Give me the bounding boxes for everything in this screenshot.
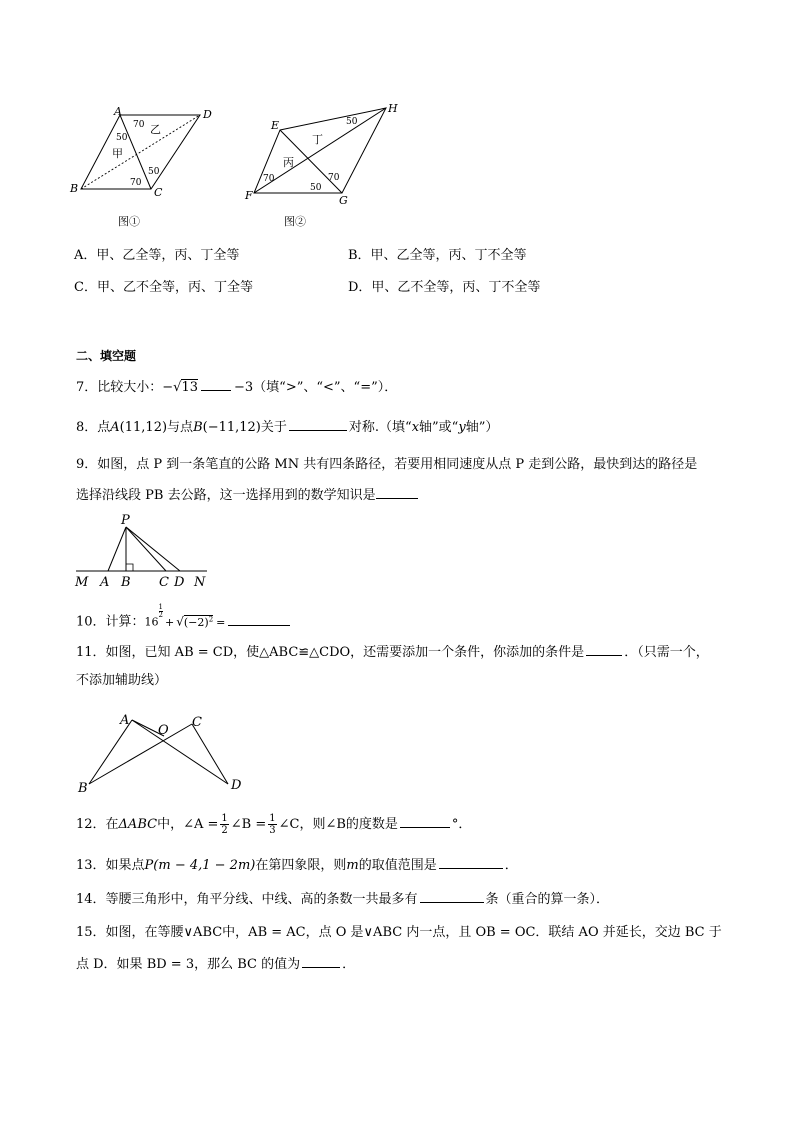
figure-q9 xyxy=(70,512,220,592)
label-D: D xyxy=(174,575,185,590)
q10-plus: + xyxy=(165,615,175,629)
q12-frac1 xyxy=(220,813,228,836)
path-pd xyxy=(126,527,180,571)
question-13 xyxy=(76,856,518,875)
q12-mid3: ∠C，则∠B的度数是 xyxy=(278,817,398,832)
answer-blank-q15[interactable] xyxy=(302,955,340,968)
q7-prefix: 7．比较大小：− xyxy=(76,380,174,395)
q13-mid2: 的取值范围是 xyxy=(358,858,437,873)
q12-frac1-den: 2 xyxy=(221,825,228,836)
answer-blank-q14[interactable] xyxy=(420,890,484,903)
label-H: H xyxy=(388,102,398,115)
q8-point-a: A xyxy=(110,420,120,435)
label-D: D xyxy=(231,778,242,793)
question-9-line1: 9．如图，点 P 到一条笔直的公路 MN 共有四条路径，若要用相同速度从点 P 走到公路，最快到达的路径是 xyxy=(76,457,698,472)
q11-text: 11．如图，已知 AB = CD，使△ABC≌△CDO，还需要添加一个条件，你添加的条件是 xyxy=(76,645,585,660)
label-N: N xyxy=(194,575,206,590)
q8-prefix: 8．点 xyxy=(76,420,111,435)
q7-radicand: 13 xyxy=(181,380,199,395)
q10-base: 16 xyxy=(144,615,159,629)
section-title: 二、填空题 xyxy=(76,349,137,363)
figure-q11 xyxy=(72,706,257,804)
label-G: G xyxy=(339,194,348,207)
q10-prefix: 10．计算： xyxy=(76,614,145,630)
label-C: C xyxy=(192,715,202,730)
q7-rest: −3（填“>”、“<”、“=”）． xyxy=(234,380,398,395)
label-O: O xyxy=(158,723,169,738)
segment-ab xyxy=(89,720,132,784)
segment-ad xyxy=(132,720,228,784)
option-a: A．甲、乙全等，丙、丁全等 xyxy=(74,248,240,263)
q8-x: x xyxy=(411,420,420,435)
answer-blank-q7[interactable] xyxy=(201,378,231,391)
segment-bc xyxy=(89,724,192,784)
answer-blank-q11[interactable] xyxy=(586,643,622,656)
label-C: C xyxy=(154,186,163,199)
angle-label: 50 xyxy=(346,117,358,127)
q12-prefix: 12．在 xyxy=(76,817,119,832)
label-F: F xyxy=(245,189,253,202)
q10-radicand xyxy=(184,615,213,629)
figure-1 xyxy=(66,100,226,235)
q10-radicand-text: (−2) xyxy=(183,615,209,629)
q12-tri: ΔABC xyxy=(118,817,158,832)
q10-exp-den: 2 xyxy=(158,611,164,619)
q13-mid: 在第四象限，则 xyxy=(255,858,347,873)
answer-blank-q12[interactable] xyxy=(400,815,450,828)
q9-line2-text: 选择沿线段 PB 去公路，这一选择用到的数学知识是 xyxy=(76,488,376,503)
q8-about: 关于 xyxy=(260,420,287,435)
answer-blank-q9[interactable] xyxy=(376,486,418,499)
label-E: E xyxy=(271,119,280,132)
region-label: 乙 xyxy=(150,123,161,136)
q12-mid2: ∠B = xyxy=(230,817,267,832)
q8-point-a-coords: (11,12) xyxy=(119,420,168,435)
q11-line1-end: ．（只需一个， xyxy=(624,645,709,660)
figure-2 xyxy=(240,100,410,235)
angle-label: 70 xyxy=(130,178,142,188)
q14-suffix: 条（重合的算一条）． xyxy=(485,892,610,907)
sqrt-sign: √ xyxy=(173,380,182,395)
q8-yaxis: 轴”） xyxy=(465,420,499,435)
answer-blank-q10[interactable] xyxy=(228,613,290,626)
q13-suffix: ． xyxy=(504,858,518,873)
q10-exponent xyxy=(159,604,163,619)
q15-line2-prefix: 点 D．如果 BD = 3，那么 BC 的值为 xyxy=(76,957,301,972)
q8-xaxis: 轴”或“ xyxy=(419,420,459,435)
label-B: B xyxy=(70,182,79,195)
q8-point-b: B xyxy=(193,420,203,435)
q8-with: 与点 xyxy=(167,420,194,435)
question-9-line2 xyxy=(76,486,418,505)
answer-blank-q13[interactable] xyxy=(439,856,503,869)
question-11-line1 xyxy=(76,643,709,662)
q13-prefix: 13．如果点 xyxy=(76,858,145,873)
sqrt-sign: √ xyxy=(176,614,184,629)
label-A: A xyxy=(100,575,110,590)
q12-mid: 中，∠A = xyxy=(157,817,219,832)
path-pa xyxy=(108,527,126,571)
q8-point-b-coords: (−11,12) xyxy=(202,420,261,435)
right-angle-mark xyxy=(126,564,133,571)
question-11-line2: 不添加辅助线） xyxy=(76,673,168,688)
region-label: 甲 xyxy=(112,147,123,160)
label-C: C xyxy=(159,575,169,590)
question-8 xyxy=(76,418,498,437)
q12-frac2-den: 3 xyxy=(269,825,276,836)
angle-label: 50 xyxy=(148,167,160,177)
path-pc xyxy=(126,527,166,571)
region-label: 丁 xyxy=(312,133,323,146)
q12-suffix: °． xyxy=(451,817,472,832)
question-14 xyxy=(76,890,609,909)
q14-prefix: 14．等腰三角形中，角平分线、中线、高的条数一共最多有 xyxy=(76,892,418,907)
segment-cd xyxy=(192,724,228,784)
q10-sq: 2 xyxy=(208,615,214,623)
label-D: D xyxy=(203,108,212,121)
region-label: 丙 xyxy=(283,156,294,169)
figure-caption: 图② xyxy=(284,215,306,228)
q12-frac2-num: 1 xyxy=(269,813,276,824)
label-B: B xyxy=(121,575,131,590)
q10-eq: = xyxy=(216,615,226,629)
label-B: B xyxy=(78,781,88,796)
label-A: A xyxy=(114,105,122,118)
label-A: A xyxy=(120,713,130,728)
q10-exp-num: 1 xyxy=(158,603,164,611)
angle-label: 50 xyxy=(116,133,128,143)
question-12 xyxy=(76,813,471,836)
angle-label: 50 xyxy=(310,183,322,193)
figure-caption: 图① xyxy=(118,215,140,228)
q12-frac2 xyxy=(268,813,276,836)
question-15-line1: 15．如图，在等腰∨ABC中，AB = AC，点 O 是∨ABC 内一点，且 OB = OC．联结 AO 并延长，交边 BC 于 xyxy=(76,925,722,940)
q15-line2-suffix: ． xyxy=(342,957,356,972)
label-M: M xyxy=(75,575,89,590)
question-15-line2 xyxy=(76,955,355,974)
answer-blank-q8[interactable] xyxy=(289,418,347,431)
option-c: C．甲、乙不全等，丙、丁全等 xyxy=(74,280,253,295)
option-b: B．甲、乙全等，丙、丁不全等 xyxy=(348,248,527,263)
angle-label: 70 xyxy=(263,174,275,184)
label-P: P xyxy=(121,513,130,528)
angle-label: 70 xyxy=(328,173,340,183)
q12-frac1-num: 1 xyxy=(221,813,228,824)
option-d: D．甲、乙不全等，丙、丁不全等 xyxy=(348,280,541,295)
q13-point: P(m − 4,1 − 2m) xyxy=(144,858,256,873)
q13-m: m xyxy=(346,858,359,873)
q8-y: y xyxy=(458,420,466,435)
angle-label: 70 xyxy=(133,120,145,130)
question-7 xyxy=(76,378,397,397)
q8-suffix: 对称.（填“ xyxy=(348,420,412,435)
question-10 xyxy=(76,603,290,632)
